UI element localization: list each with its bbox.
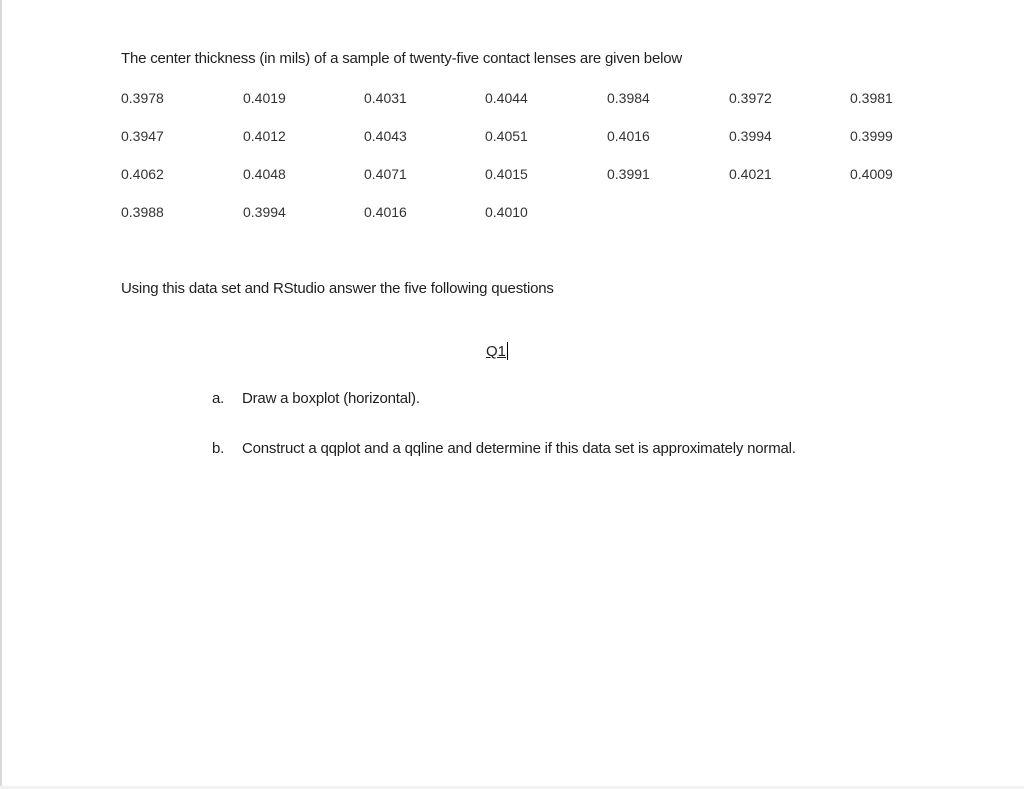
data-cell[interactable] [729, 204, 850, 242]
data-cell[interactable]: 0.3947 [121, 128, 164, 144]
data-cell[interactable]: 0.4016 [364, 204, 407, 220]
data-cell[interactable]: 0.3994 [729, 128, 772, 144]
data-cell[interactable]: 0.4015 [485, 166, 528, 182]
data-cell[interactable]: 0.4016 [607, 128, 650, 144]
data-cell[interactable]: 0.3981 [850, 90, 893, 106]
table-row [121, 128, 910, 166]
data-cell[interactable]: 0.4031 [364, 90, 407, 106]
question-item-b[interactable] [212, 440, 796, 457]
data-cell[interactable]: 0.4043 [364, 128, 407, 144]
data-cell[interactable]: 0.4010 [485, 204, 528, 220]
data-cell[interactable]: 0.3984 [607, 90, 650, 106]
data-cell[interactable]: 0.4071 [364, 166, 407, 182]
intro-text[interactable]: The center thickness (in mils) of a sample of twenty-five contact lenses are given below [121, 50, 682, 67]
question-text: Draw a boxplot (horizontal). [242, 390, 420, 407]
data-cell[interactable]: 0.3972 [729, 90, 772, 106]
list-marker: b. [212, 440, 225, 457]
data-table [121, 90, 910, 242]
table-row [121, 166, 910, 204]
data-cell[interactable]: 0.3978 [121, 90, 164, 106]
data-cell[interactable]: 0.4062 [121, 166, 164, 182]
table-row [121, 204, 910, 242]
page-left-border [0, 0, 2, 789]
data-cell[interactable] [607, 204, 729, 242]
table-row [121, 90, 910, 128]
list-marker: a. [212, 390, 225, 407]
data-cell[interactable]: 0.4051 [485, 128, 528, 144]
data-cell[interactable]: 0.4044 [485, 90, 528, 106]
data-cell[interactable]: 0.4012 [243, 128, 286, 144]
data-cell[interactable] [850, 204, 910, 242]
question-item-a[interactable] [212, 390, 420, 407]
text-cursor [507, 342, 508, 360]
data-cell[interactable]: 0.3994 [243, 204, 286, 220]
data-cell[interactable]: 0.4009 [850, 166, 893, 182]
data-cell[interactable]: 0.3988 [121, 204, 164, 220]
data-cell[interactable]: 0.4021 [729, 166, 772, 182]
data-cell[interactable]: 0.4019 [243, 90, 286, 106]
data-cell[interactable]: 0.3999 [850, 128, 893, 144]
instruction-text[interactable]: Using this data set and RStudio answer the five following questions [121, 280, 554, 297]
question-heading-label: Q1 [486, 343, 507, 360]
question-text: Construct a qqplot and a qqline and determine if this data set is approximately normal. [242, 440, 796, 457]
data-cell[interactable]: 0.3991 [607, 166, 650, 182]
question-heading[interactable] [486, 342, 508, 360]
data-cell[interactable]: 0.4048 [243, 166, 286, 182]
